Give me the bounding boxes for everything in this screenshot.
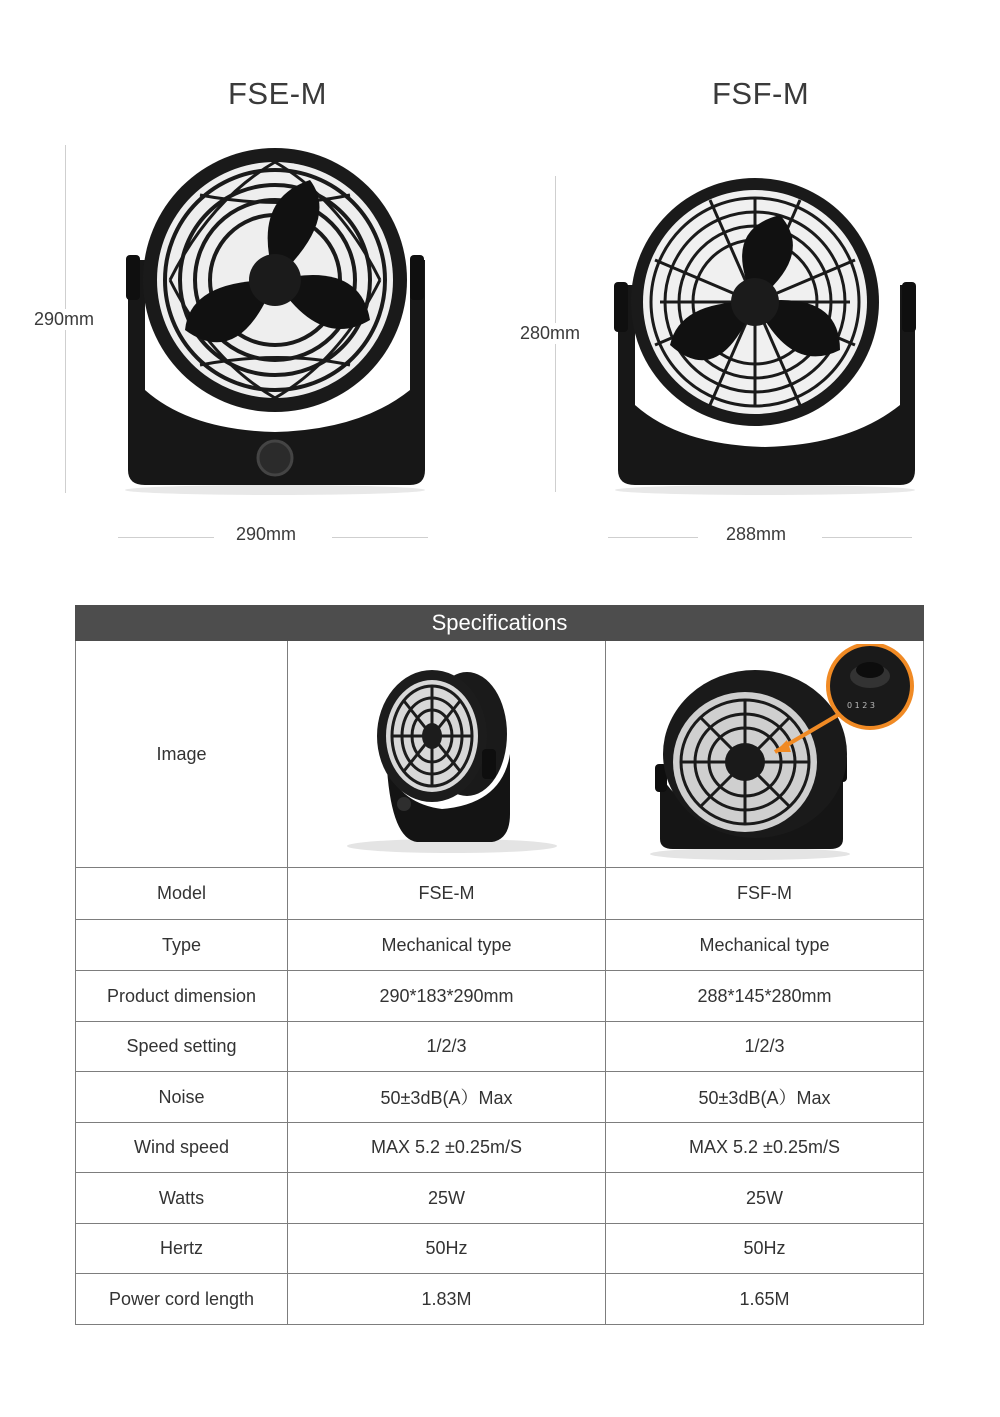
fse-m-width-label: 290mm <box>236 524 297 544</box>
fsf-m-value: MAX 5.2 ±0.25m/S <box>606 1123 924 1173</box>
fsf-m-width-line-left <box>608 537 698 538</box>
fsf-m-value: 50Hz <box>606 1224 924 1274</box>
table-row <box>76 1022 924 1072</box>
fse-m-height-label: 290mm <box>34 309 95 329</box>
table-row <box>76 971 924 1022</box>
table-title: Specifications <box>76 606 924 641</box>
fse-m-value: 1/2/3 <box>288 1022 606 1072</box>
fsf-m-value: 288*145*280mm <box>606 971 924 1022</box>
fsf-m-product-image <box>615 644 915 864</box>
table-row <box>76 1224 924 1274</box>
fsf-m-height-label: 280mm <box>520 323 581 343</box>
fse-m-value: 290*183*290mm <box>288 971 606 1022</box>
fse-m-fan-image <box>110 140 440 495</box>
fse-m-value: Mechanical type <box>288 920 606 971</box>
table-row <box>76 920 924 971</box>
fsf-m-title: FSF-M <box>712 76 810 111</box>
fsf-m-product-image-cell <box>606 641 924 868</box>
fse-m-value: 50Hz <box>288 1224 606 1274</box>
fsf-m-width-label: 288mm <box>726 524 787 544</box>
fsf-m-value: 25W <box>606 1173 924 1224</box>
fse-m-value: 1.83M <box>288 1274 606 1325</box>
fsf-m-value: 1.65M <box>606 1274 924 1325</box>
row-label: Watts <box>76 1173 288 1224</box>
table-row <box>76 1274 924 1325</box>
fsf-m-value: FSF-M <box>606 868 924 920</box>
row-label: Hertz <box>76 1224 288 1274</box>
row-label-image: Image <box>76 641 288 868</box>
fse-m-value: 50±3dB(A）Max <box>288 1072 606 1123</box>
row-label: Model <box>76 868 288 920</box>
fsf-m-width-line-right <box>822 537 912 538</box>
fse-m-value: FSE-M <box>288 868 606 920</box>
fsf-m-value: 1/2/3 <box>606 1022 924 1072</box>
fse-m-product-image <box>332 654 562 854</box>
row-label: Noise <box>76 1072 288 1123</box>
fse-m-product-image-cell <box>288 641 606 868</box>
table-header-row <box>76 606 924 641</box>
row-label: Speed setting <box>76 1022 288 1072</box>
table-row <box>76 1123 924 1173</box>
fse-m-width-line-right <box>332 537 428 538</box>
svg-text:0 1 2 3: 0 1 2 3 <box>846 701 875 710</box>
table-row <box>76 868 924 920</box>
table-row <box>76 1072 924 1123</box>
row-label: Power cord length <box>76 1274 288 1325</box>
row-label: Product dimension <box>76 971 288 1022</box>
fsf-m-value: 50±3dB(A）Max <box>606 1072 924 1123</box>
table-row-image <box>76 641 924 868</box>
fse-m-width-line-left <box>118 537 214 538</box>
row-label: Wind speed <box>76 1123 288 1173</box>
fsf-m-value: Mechanical type <box>606 920 924 971</box>
fse-m-value: 25W <box>288 1173 606 1224</box>
fse-m-value: MAX 5.2 ±0.25m/S <box>288 1123 606 1173</box>
fsf-m-fan-image <box>600 170 930 495</box>
fse-m-title: FSE-M <box>228 76 327 111</box>
specifications-table <box>75 605 924 1325</box>
table-row <box>76 1173 924 1224</box>
row-label: Type <box>76 920 288 971</box>
